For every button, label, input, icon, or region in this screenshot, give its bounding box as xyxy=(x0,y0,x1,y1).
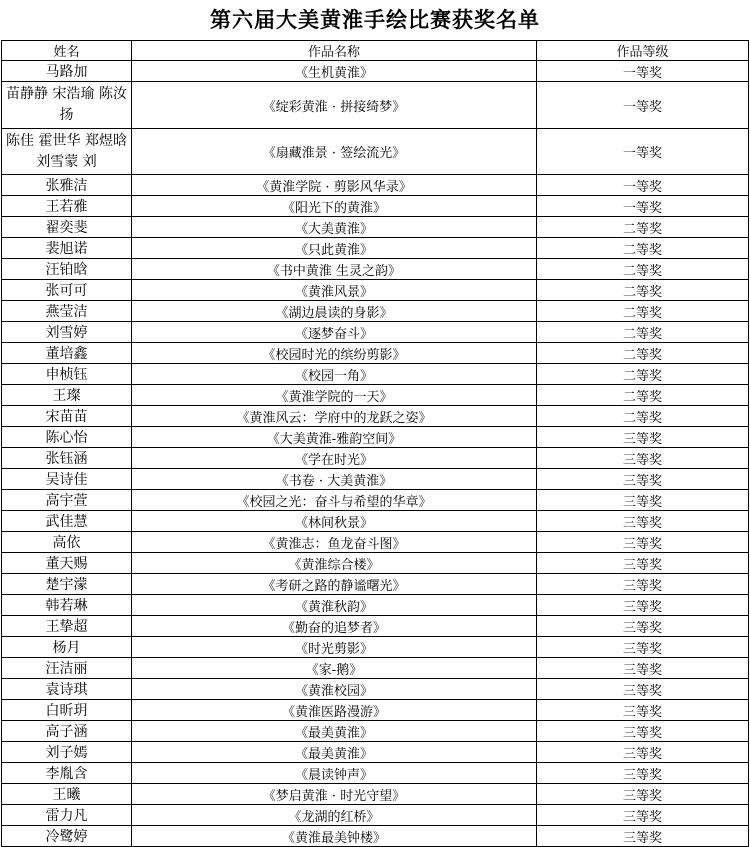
table-row xyxy=(2,175,749,196)
table-row xyxy=(2,658,749,679)
cell-work: 《黄淮最美钟楼》 xyxy=(132,826,537,847)
table-row xyxy=(2,469,749,490)
cell-name: 翟奕斐 xyxy=(2,217,132,238)
cell-grade: 三等奖 xyxy=(537,658,749,679)
cell-name: 刘子嫣 xyxy=(2,742,132,763)
cell-name: 冷鹭婷 xyxy=(2,826,132,847)
cell-name: 袁诗琪 xyxy=(2,679,132,700)
cell-work: 《校园一角》 xyxy=(132,364,537,385)
cell-name: 杨月 xyxy=(2,637,132,658)
cell-grade: 一等奖 xyxy=(537,82,749,129)
cell-work: 《黄淮秋韵》 xyxy=(132,595,537,616)
table-row xyxy=(2,322,749,343)
cell-grade: 三等奖 xyxy=(537,784,749,805)
cell-grade: 三等奖 xyxy=(537,553,749,574)
table-row xyxy=(2,553,749,574)
cell-work: 《林间秋景》 xyxy=(132,511,537,532)
cell-work: 《生机黄淮》 xyxy=(132,61,537,82)
cell-name: 王若雅 xyxy=(2,196,132,217)
table-row xyxy=(2,511,749,532)
cell-grade: 三等奖 xyxy=(537,616,749,637)
cell-grade: 三等奖 xyxy=(537,700,749,721)
cell-grade: 二等奖 xyxy=(537,343,749,364)
cell-grade: 一等奖 xyxy=(537,196,749,217)
table-row xyxy=(2,259,749,280)
table-row xyxy=(2,129,749,175)
cell-work: 《黄淮综合楼》 xyxy=(132,553,537,574)
table-row xyxy=(2,700,749,721)
cell-work: 《黄淮学院 · 剪影风华录》 xyxy=(132,175,537,196)
cell-work: 《书卷 · 大美黄淮》 xyxy=(132,469,537,490)
cell-grade: 二等奖 xyxy=(537,238,749,259)
cell-name: 张雅洁 xyxy=(2,175,132,196)
cell-work: 《最美黄淮》 xyxy=(132,721,537,742)
cell-work: 《黄淮风景》 xyxy=(132,280,537,301)
cell-work: 《扇藏淮景 · 签绘流光》 xyxy=(132,129,537,175)
cell-name: 王挚超 xyxy=(2,616,132,637)
cell-work: 《黄淮志：鱼龙奋斗图》 xyxy=(132,532,537,553)
page-title: 第六届大美黄淮手绘比赛获奖名单 xyxy=(210,8,540,32)
cell-name: 楚宇濛 xyxy=(2,574,132,595)
cell-grade: 二等奖 xyxy=(537,322,749,343)
cell-name: 王曦 xyxy=(2,784,132,805)
cell-work: 《黄淮学院的一天》 xyxy=(132,385,537,406)
cell-grade: 三等奖 xyxy=(537,595,749,616)
cell-work: 《逐梦奋斗》 xyxy=(132,322,537,343)
table-row xyxy=(2,763,749,784)
cell-grade: 二等奖 xyxy=(537,364,749,385)
column-header-name: 姓名 xyxy=(2,41,132,61)
cell-work: 《最美黄淮》 xyxy=(132,742,537,763)
table-row xyxy=(2,742,749,763)
cell-name: 刘雪婷 xyxy=(2,322,132,343)
table-row xyxy=(2,61,749,82)
cell-name: 王璨 xyxy=(2,385,132,406)
cell-work: 《考研之路的静谧曙光》 xyxy=(132,574,537,595)
cell-work: 《绽彩黄淮 · 拼接绮梦》 xyxy=(132,82,537,129)
table-row xyxy=(2,217,749,238)
table-row xyxy=(2,238,749,259)
cell-name: 张可可 xyxy=(2,280,132,301)
cell-grade: 一等奖 xyxy=(537,129,749,175)
cell-work: 《大美黄淮》 xyxy=(132,217,537,238)
column-header-work: 作品名称 xyxy=(132,41,537,61)
table-row xyxy=(2,805,749,826)
table-row xyxy=(2,721,749,742)
table-header-row xyxy=(2,41,749,61)
cell-grade: 三等奖 xyxy=(537,490,749,511)
table-row xyxy=(2,637,749,658)
cell-work: 《时光剪影》 xyxy=(132,637,537,658)
cell-grade: 三等奖 xyxy=(537,448,749,469)
cell-work: 《阳光下的黄淮》 xyxy=(132,196,537,217)
cell-name: 高子涵 xyxy=(2,721,132,742)
cell-work: 《晨读钟声》 xyxy=(132,763,537,784)
cell-grade: 三等奖 xyxy=(537,637,749,658)
table-row xyxy=(2,616,749,637)
cell-name: 高宇萱 xyxy=(2,490,132,511)
column-header-grade: 作品等级 xyxy=(537,41,749,61)
cell-grade: 一等奖 xyxy=(537,61,749,82)
award-table-body xyxy=(2,41,749,847)
table-row xyxy=(2,343,749,364)
cell-name: 韩若琳 xyxy=(2,595,132,616)
cell-grade: 三等奖 xyxy=(537,763,749,784)
cell-grade: 三等奖 xyxy=(537,469,749,490)
cell-name: 张钰涵 xyxy=(2,448,132,469)
cell-work: 《勤奋的追梦者》 xyxy=(132,616,537,637)
cell-grade: 三等奖 xyxy=(537,826,749,847)
cell-work: 《学在时光》 xyxy=(132,448,537,469)
cell-work: 《梦启黄淮 · 时光守望》 xyxy=(132,784,537,805)
cell-name: 苗静静 宋浩瑜 陈汝扬 xyxy=(2,82,132,129)
table-row xyxy=(2,448,749,469)
table-row xyxy=(2,364,749,385)
table-row xyxy=(2,784,749,805)
cell-grade: 三等奖 xyxy=(537,721,749,742)
cell-name: 武佳慧 xyxy=(2,511,132,532)
cell-grade: 三等奖 xyxy=(537,574,749,595)
cell-work: 《大美黄淮-雅韵空间》 xyxy=(132,427,537,448)
cell-work: 《家-鹅》 xyxy=(132,658,537,679)
cell-name: 陈心怡 xyxy=(2,427,132,448)
cell-name: 高依 xyxy=(2,532,132,553)
cell-name: 马路加 xyxy=(2,61,132,82)
cell-work: 《校园之光：奋斗与希望的华章》 xyxy=(132,490,537,511)
cell-work: 《校园时光的缤纷剪影》 xyxy=(132,343,537,364)
table-row xyxy=(2,385,749,406)
cell-grade: 二等奖 xyxy=(537,406,749,427)
cell-name: 董天赐 xyxy=(2,553,132,574)
cell-grade: 三等奖 xyxy=(537,679,749,700)
cell-grade: 二等奖 xyxy=(537,259,749,280)
cell-name: 白昕玥 xyxy=(2,700,132,721)
cell-grade: 三等奖 xyxy=(537,742,749,763)
cell-work: 《书中黄淮 生灵之韵》 xyxy=(132,259,537,280)
cell-grade: 二等奖 xyxy=(537,385,749,406)
cell-grade: 一等奖 xyxy=(537,175,749,196)
cell-name: 董培鑫 xyxy=(2,343,132,364)
cell-grade: 三等奖 xyxy=(537,532,749,553)
cell-grade: 三等奖 xyxy=(537,511,749,532)
award-table xyxy=(1,40,749,847)
cell-name: 宋苗苗 xyxy=(2,406,132,427)
cell-grade: 三等奖 xyxy=(537,805,749,826)
table-row xyxy=(2,532,749,553)
table-row xyxy=(2,490,749,511)
cell-name: 雷力凡 xyxy=(2,805,132,826)
cell-name: 燕莹洁 xyxy=(2,301,132,322)
cell-grade: 三等奖 xyxy=(537,427,749,448)
table-row xyxy=(2,427,749,448)
cell-name: 陈佳 霍世华 郑煜晗 刘雪蒙 刘 xyxy=(2,129,132,175)
cell-work: 《只此黄淮》 xyxy=(132,238,537,259)
cell-work: 《湖边晨读的身影》 xyxy=(132,301,537,322)
table-row xyxy=(2,574,749,595)
cell-work: 《黄淮校园》 xyxy=(132,679,537,700)
table-row xyxy=(2,595,749,616)
table-row xyxy=(2,826,749,847)
cell-name: 李胤含 xyxy=(2,763,132,784)
cell-name: 汪洁丽 xyxy=(2,658,132,679)
cell-work: 《黄淮医路漫游》 xyxy=(132,700,537,721)
table-row xyxy=(2,679,749,700)
cell-grade: 二等奖 xyxy=(537,280,749,301)
cell-name: 申桢钰 xyxy=(2,364,132,385)
table-row xyxy=(2,301,749,322)
table-row xyxy=(2,406,749,427)
cell-grade: 二等奖 xyxy=(537,301,749,322)
table-row xyxy=(2,82,749,129)
cell-grade: 二等奖 xyxy=(537,217,749,238)
table-row xyxy=(2,280,749,301)
cell-work: 《龙湖的红桥》 xyxy=(132,805,537,826)
cell-name: 裴旭诺 xyxy=(2,238,132,259)
cell-name: 汪铂晗 xyxy=(2,259,132,280)
cell-name: 吴诗佳 xyxy=(2,469,132,490)
cell-work: 《黄淮风云：学府中的龙跃之姿》 xyxy=(132,406,537,427)
table-row xyxy=(2,196,749,217)
